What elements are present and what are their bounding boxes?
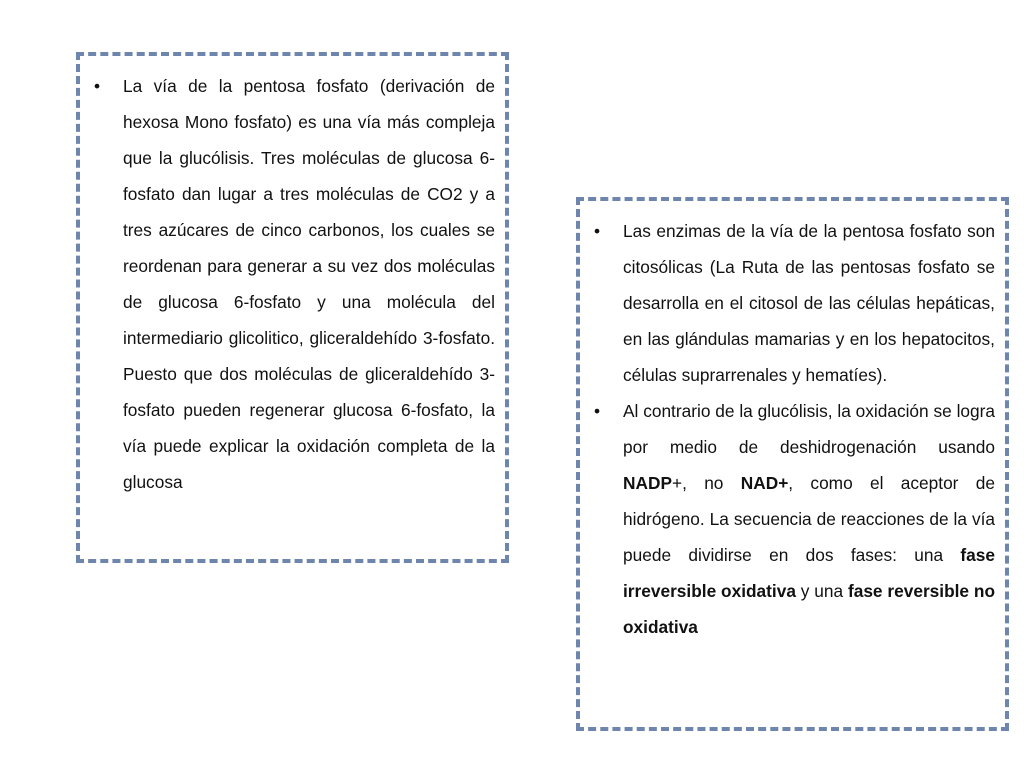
enzymes-location-text: Las enzimas de la vía de la pentosa fosfato son citosólicas (La Ruta de las pentosas fosfato se desarrolla en el citosol de las células hepáticas, en las glándulas mamarias y en los hepatocitos, células suprarrenales y hematíes).: [623, 221, 995, 385]
nadp-plus: +: [671, 473, 683, 493]
list-item: [590, 393, 995, 645]
list-item: [90, 68, 495, 500]
right-bullet-list: [590, 213, 995, 645]
nadp-term: NADP: [623, 473, 672, 493]
oxidation-text-part1: Al contrario de la glucólisis, la oxidación se logra por medio de deshidrogenación usando: [623, 401, 995, 457]
irreversible-phase-term: fase irreversible oxidativa: [623, 545, 995, 601]
list-item: [590, 213, 995, 393]
pentose-pathway-description: La vía de la pentosa fosfato (derivación de hexosa Mono fosfato) es una vía más compleja que la glucólisis. Tres moléculas de glucosa 6-fosfato dan lugar a tres moléculas de CO2 y a tres azúcares de cinco carbonos, los cuales se reordenan para generar a su vez dos moléculas de glucosa 6-fosfato y una molécula del intermediario glicolitico, gliceraldehído 3-fosfato. Puesto que dos moléculas de gliceraldehído 3-fosfato pueden regenerar glucosa 6-fosfato, la vía puede explicar la oxidación completa de la glucosa: [123, 76, 495, 492]
bullet-icon: •: [594, 221, 601, 241]
oxidation-text-part3: , como el aceptor de hidrógeno. La secuencia de reacciones de la vía puede dividirse en dos fases: una: [623, 473, 995, 565]
reversible-phase-term: fase reversible no oxidativa: [623, 581, 995, 637]
left-bullet-list: [90, 68, 495, 500]
oxidation-text-part4: y una: [795, 581, 848, 601]
right-text-box: [576, 197, 1009, 731]
bullet-icon: •: [594, 401, 601, 421]
oxidation-text-part2: , no: [682, 473, 741, 493]
bullet-icon: •: [94, 76, 101, 96]
nad-term: NAD+: [740, 473, 789, 493]
left-text-box: [76, 52, 509, 563]
